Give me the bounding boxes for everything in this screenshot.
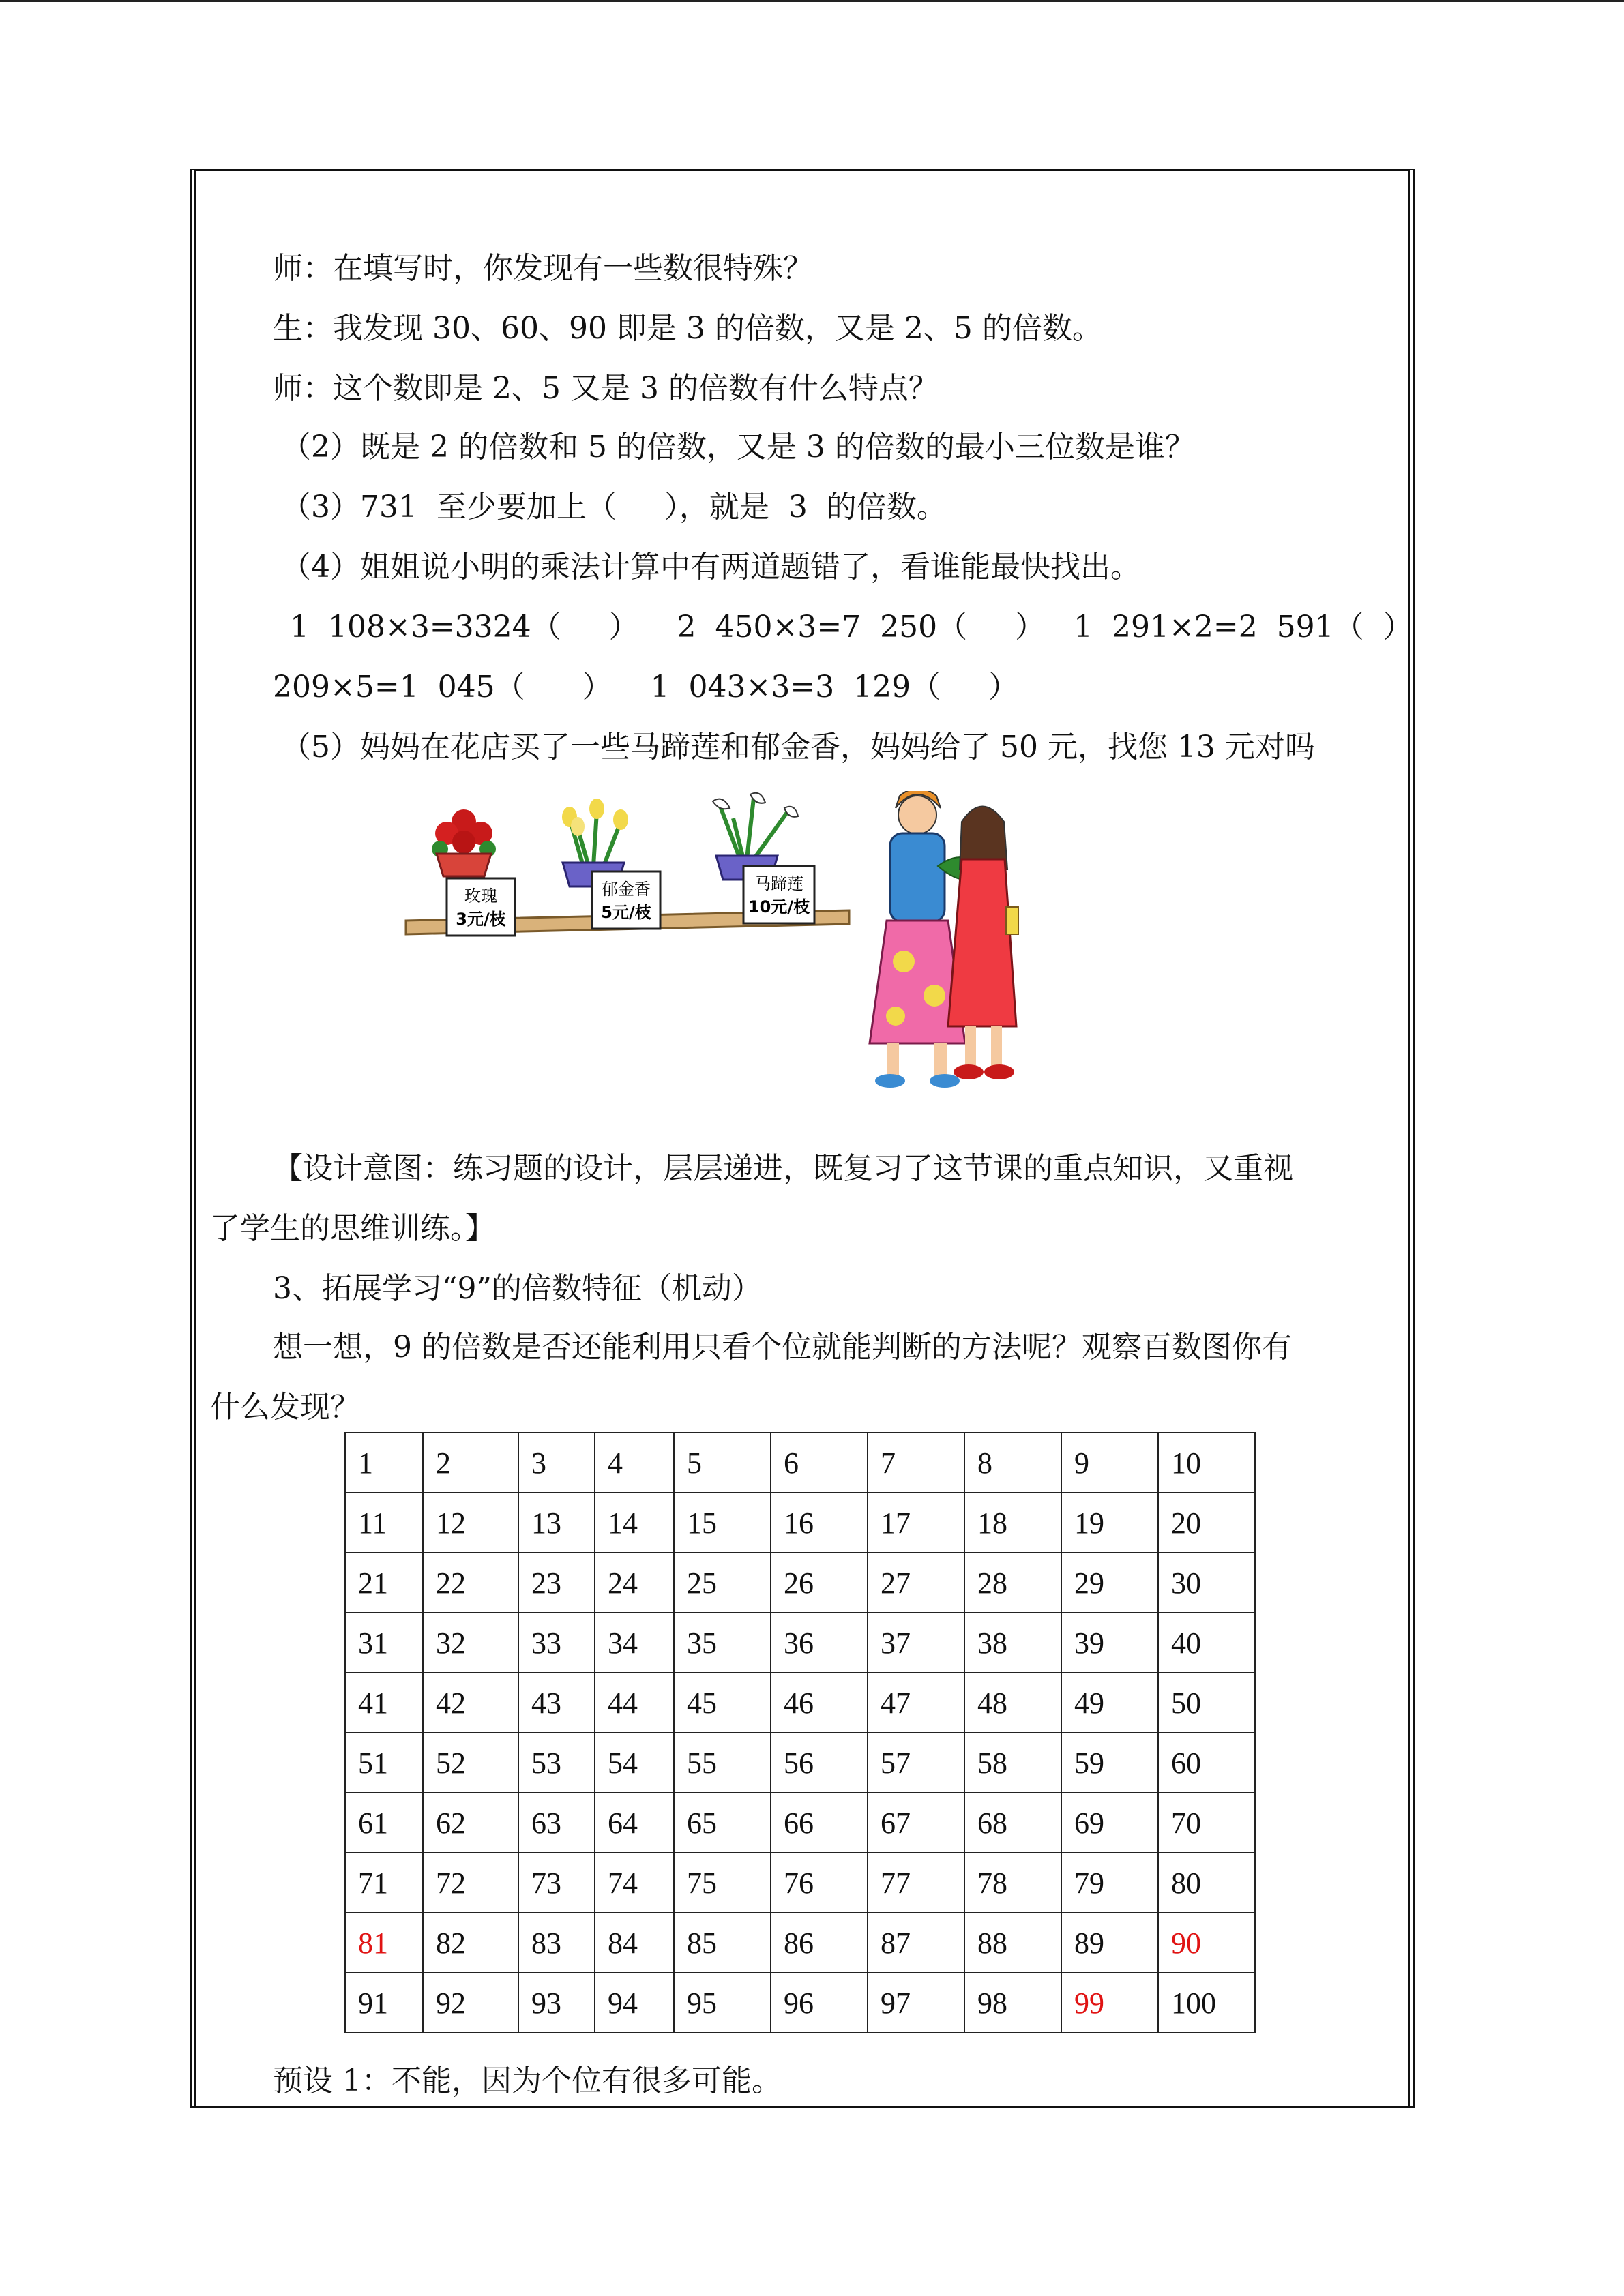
hundred-chart bbox=[344, 1432, 1256, 2033]
hundred-chart-cell: 39 bbox=[1061, 1613, 1158, 1673]
hundred-chart-cell: 22 bbox=[423, 1553, 518, 1613]
hundred-chart-cell: 77 bbox=[868, 1853, 964, 1913]
rose-pot bbox=[432, 809, 496, 876]
hundred-chart-row bbox=[345, 1973, 1255, 2033]
hundred-chart-cell: 97 bbox=[868, 1973, 964, 2033]
hundred-chart-cell: 61 bbox=[345, 1793, 423, 1853]
section-3-heading: 3、拓展学习“9”的倍数特征（机动） bbox=[273, 1271, 762, 1306]
hundred-chart-cell: 93 bbox=[518, 1973, 595, 2033]
hundred-chart-cell: 58 bbox=[964, 1733, 1061, 1793]
hundred-chart-cell: 47 bbox=[868, 1673, 964, 1733]
hundred-chart-cell: 2 bbox=[423, 1433, 518, 1493]
hundred-chart-row bbox=[345, 1673, 1255, 1733]
hundred-chart-cell: 50 bbox=[1158, 1673, 1255, 1733]
hundred-chart-cell: 37 bbox=[868, 1613, 964, 1673]
hundred-chart-row bbox=[345, 1613, 1255, 1673]
svg-text:郁金香: 郁金香 bbox=[602, 880, 651, 899]
think-prompt-line-2: 什么发现？ bbox=[210, 1390, 360, 1425]
hundred-chart-row bbox=[345, 1793, 1255, 1853]
hundred-chart-cell: 46 bbox=[771, 1673, 868, 1733]
price-tag-rose bbox=[447, 878, 515, 936]
design-intent-line-1: 【设计意图：练习题的设计，层层递进，既复习了这节课的重点知识，又重视 bbox=[273, 1151, 1293, 1186]
hundred-chart-row bbox=[345, 1853, 1255, 1913]
hundred-chart-cell: 40 bbox=[1158, 1613, 1255, 1673]
hundred-chart-cell: 43 bbox=[518, 1673, 595, 1733]
hundred-chart-row bbox=[345, 1733, 1255, 1793]
hundred-chart-cell: 17 bbox=[868, 1493, 964, 1553]
flower-shop-illustration bbox=[399, 791, 1020, 1098]
hundred-chart-row bbox=[345, 1913, 1255, 1973]
hundred-chart-cell: 71 bbox=[345, 1853, 423, 1913]
question-4: （4）姐姐说小明的乘法计算中有两道题错了，看谁能最快找出。 bbox=[281, 550, 1140, 584]
hundred-chart-cell: 42 bbox=[423, 1673, 518, 1733]
hundred-chart-cell: 100 bbox=[1158, 1973, 1255, 2033]
dialogue-teacher-2: 师：这个数即是 2、5 又是 3 的倍数有什么特点？ bbox=[273, 371, 939, 406]
hundred-chart-cell: 48 bbox=[964, 1673, 1061, 1733]
hundred-chart-cell: 59 bbox=[1061, 1733, 1158, 1793]
hundred-chart-cell: 24 bbox=[595, 1553, 674, 1613]
hundred-chart-cell: 85 bbox=[674, 1913, 771, 1973]
hundred-chart-cell: 41 bbox=[345, 1673, 423, 1733]
hundred-chart-cell: 55 bbox=[674, 1733, 771, 1793]
question-2: （2）既是 2 的倍数和 5 的倍数，又是 3 的倍数的最小三位数是谁？ bbox=[281, 430, 1195, 464]
hundred-chart-cell: 95 bbox=[674, 1973, 771, 2033]
hundred-chart-cell: 11 bbox=[345, 1493, 423, 1553]
hundred-chart-cell: 8 bbox=[964, 1433, 1061, 1493]
hundred-chart-cell: 45 bbox=[674, 1673, 771, 1733]
hundred-chart-cell: 35 bbox=[674, 1613, 771, 1673]
hundred-chart-cell: 84 bbox=[595, 1913, 674, 1973]
question-5: （5）妈妈在花店买了一些马蹄莲和郁金香，妈妈给了 50 元，找您 13 元对吗 bbox=[281, 730, 1315, 764]
hundred-chart-cell: 83 bbox=[518, 1913, 595, 1973]
svg-text:玫瑰: 玫瑰 bbox=[464, 886, 497, 906]
hundred-chart-cell: 29 bbox=[1061, 1553, 1158, 1613]
hundred-chart-cell: 67 bbox=[868, 1793, 964, 1853]
hundred-chart-cell: 89 bbox=[1061, 1913, 1158, 1973]
hundred-chart-cell: 20 bbox=[1158, 1493, 1255, 1553]
hundred-chart-cell: 70 bbox=[1158, 1793, 1255, 1853]
hundred-chart-cell: 80 bbox=[1158, 1853, 1255, 1913]
hundred-chart-cell: 54 bbox=[595, 1733, 674, 1793]
hundred-chart-cell: 68 bbox=[964, 1793, 1061, 1853]
hundred-chart-cell: 49 bbox=[1061, 1673, 1158, 1733]
hundred-chart-cell: 79 bbox=[1061, 1853, 1158, 1913]
hundred-chart-cell: 81 bbox=[345, 1913, 423, 1973]
hundred-chart-cell: 33 bbox=[518, 1613, 595, 1673]
hundred-chart-cell: 96 bbox=[771, 1973, 868, 2033]
hundred-chart-row bbox=[345, 1433, 1255, 1493]
hundred-chart-cell: 69 bbox=[1061, 1793, 1158, 1853]
hundred-chart-cell: 75 bbox=[674, 1853, 771, 1913]
dialogue-teacher-1: 师：在填写时，你发现有一些数很特殊？ bbox=[273, 251, 813, 286]
hundred-chart-cell: 51 bbox=[345, 1733, 423, 1793]
hundred-chart-cell: 1 bbox=[345, 1433, 423, 1493]
preset-1: 预设 1：不能，因为个位有很多可能。 bbox=[273, 2063, 782, 2098]
hundred-chart-cell: 52 bbox=[423, 1733, 518, 1793]
calc-line-2: 209×5=1 045（ ） 1 043×3=3 129（ ） bbox=[273, 670, 1019, 704]
hundred-chart-cell: 64 bbox=[595, 1793, 674, 1853]
hundred-chart-cell: 90 bbox=[1158, 1913, 1255, 1973]
hundred-chart-cell: 87 bbox=[868, 1913, 964, 1973]
hundred-chart-cell: 10 bbox=[1158, 1433, 1255, 1493]
hundred-chart-cell: 34 bbox=[595, 1613, 674, 1673]
hundred-chart-cell: 31 bbox=[345, 1613, 423, 1673]
hundred-chart-cell: 26 bbox=[771, 1553, 868, 1613]
hundred-chart-cell: 36 bbox=[771, 1613, 868, 1673]
svg-text:马蹄莲: 马蹄莲 bbox=[754, 874, 803, 893]
hundred-chart-cell: 3 bbox=[518, 1433, 595, 1493]
hundred-chart-cell: 99 bbox=[1061, 1973, 1158, 2033]
hundred-chart-cell: 25 bbox=[674, 1553, 771, 1613]
page-top-rule bbox=[0, 0, 1624, 2]
lesson-frame-bottom bbox=[190, 2106, 1415, 2108]
hundred-chart-cell: 88 bbox=[964, 1913, 1061, 1973]
svg-text:5元/枝: 5元/枝 bbox=[601, 903, 651, 922]
hundred-chart-cell: 82 bbox=[423, 1913, 518, 1973]
hundred-chart-cell: 60 bbox=[1158, 1733, 1255, 1793]
dialogue-student-1: 生：我发现 30、60、90 即是 3 的倍数，又是 2、5 的倍数。 bbox=[273, 311, 1102, 346]
price-tag-calla bbox=[743, 866, 814, 923]
hundred-chart-cell: 4 bbox=[595, 1433, 674, 1493]
hundred-chart-cell: 86 bbox=[771, 1913, 868, 1973]
hundred-chart-cell: 9 bbox=[1061, 1433, 1158, 1493]
svg-text:10元/枝: 10元/枝 bbox=[748, 897, 810, 916]
hundred-chart-cell: 21 bbox=[345, 1553, 423, 1613]
design-intent-line-2: 了学生的思维训练。】 bbox=[210, 1211, 495, 1246]
question-3: （3）731 至少要加上（ ），就是 3 的倍数。 bbox=[281, 490, 947, 524]
hundred-chart-cell: 98 bbox=[964, 1973, 1061, 2033]
hundred-chart-cell: 15 bbox=[674, 1493, 771, 1553]
hundred-chart-cell: 65 bbox=[674, 1793, 771, 1853]
hundred-chart-cell: 6 bbox=[771, 1433, 868, 1493]
calc-line-1: 1 108×3=3324（ ） 2 450×3=7 250（ ） 1 291×2=2 591（ ） bbox=[290, 610, 1413, 644]
hundred-chart-row bbox=[345, 1493, 1255, 1553]
hundred-chart-cell: 5 bbox=[674, 1433, 771, 1493]
hundred-chart-cell: 7 bbox=[868, 1433, 964, 1493]
hundred-chart-cell: 32 bbox=[423, 1613, 518, 1673]
hundred-chart-cell: 28 bbox=[964, 1553, 1061, 1613]
think-prompt-line-1: 想一想，9 的倍数是否还能利用只看个位就能判断的方法呢？观察百数图你有 bbox=[273, 1330, 1292, 1365]
hundred-chart-cell: 38 bbox=[964, 1613, 1061, 1673]
hundred-chart-cell: 62 bbox=[423, 1793, 518, 1853]
hundred-chart-cell: 63 bbox=[518, 1793, 595, 1853]
hundred-chart-cell: 44 bbox=[595, 1673, 674, 1733]
svg-text:3元/枝: 3元/枝 bbox=[456, 910, 506, 929]
hundred-chart-cell: 53 bbox=[518, 1733, 595, 1793]
hundred-chart-cell: 66 bbox=[771, 1793, 868, 1853]
hundred-chart-cell: 19 bbox=[1061, 1493, 1158, 1553]
hundred-chart-cell: 18 bbox=[964, 1493, 1061, 1553]
hundred-chart-cell: 72 bbox=[423, 1853, 518, 1913]
hundred-chart-cell: 14 bbox=[595, 1493, 674, 1553]
hundred-chart-cell: 57 bbox=[868, 1733, 964, 1793]
hundred-chart-cell: 27 bbox=[868, 1553, 964, 1613]
hundred-chart-cell: 12 bbox=[423, 1493, 518, 1553]
hundred-chart-cell: 73 bbox=[518, 1853, 595, 1913]
hundred-chart-cell: 56 bbox=[771, 1733, 868, 1793]
hundred-chart-cell: 74 bbox=[595, 1853, 674, 1913]
hundred-chart-cell: 91 bbox=[345, 1973, 423, 2033]
hundred-chart-cell: 30 bbox=[1158, 1553, 1255, 1613]
hundred-chart-cell: 92 bbox=[423, 1973, 518, 2033]
hundred-chart-row bbox=[345, 1553, 1255, 1613]
hundred-chart-cell: 16 bbox=[771, 1493, 868, 1553]
price-tag-tulip bbox=[592, 871, 660, 929]
hundred-chart-cell: 76 bbox=[771, 1853, 868, 1913]
hundred-chart-cell: 23 bbox=[518, 1553, 595, 1613]
hundred-chart-cell: 94 bbox=[595, 1973, 674, 2033]
hundred-chart-cell: 13 bbox=[518, 1493, 595, 1553]
hundred-chart-cell: 78 bbox=[964, 1853, 1061, 1913]
